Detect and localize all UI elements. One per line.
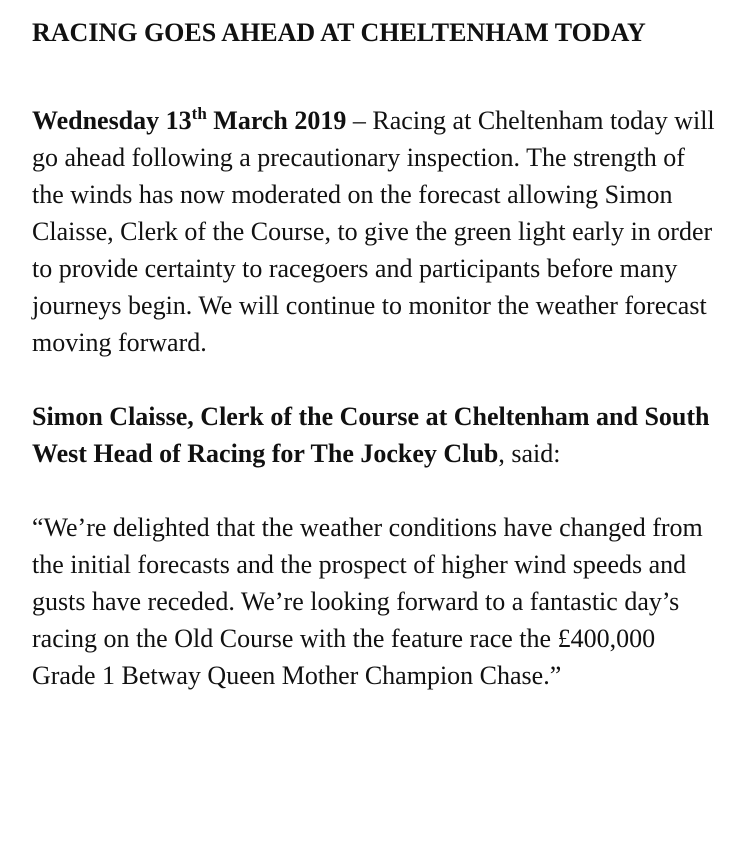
speaker-name: Simon Claisse, Clerk of the Course at Cheltenham and South West Head of Racing for The Jockey Club: [32, 402, 710, 468]
attribution-suffix: , said:: [498, 439, 561, 468]
attribution-paragraph: [32, 398, 722, 472]
intro-paragraph: [32, 102, 722, 361]
date-rest: March 2019: [206, 106, 347, 135]
date-label: [32, 106, 346, 135]
quote-paragraph: “We’re delighted that the weather conditions have changed from the initial forecasts and the prospect of higher wind speeds and gusts have receded. We’re looking forward to a fantastic day’s racing on the Old Course with the feature race the £400,000 Grade 1 Betway Queen Mother Champion Chase.”: [32, 513, 703, 690]
headline: RACING GOES AHEAD AT CHELTENHAM TODAY: [32, 18, 646, 47]
press-release: [32, 14, 722, 694]
date-day: Wednesday 13: [32, 106, 192, 135]
date-ordinal: th: [191, 104, 207, 123]
intro-body: – Racing at Cheltenham today will go ahead following a precautionary inspection. The strength of the winds has now moderated on the forecast allowing Simon Claisse, Clerk of the Course, to give the green light early in order to provide certainty to racegoers and participants before many journeys begin. We will continue to monitor the weather forecast moving forward.: [32, 106, 715, 357]
